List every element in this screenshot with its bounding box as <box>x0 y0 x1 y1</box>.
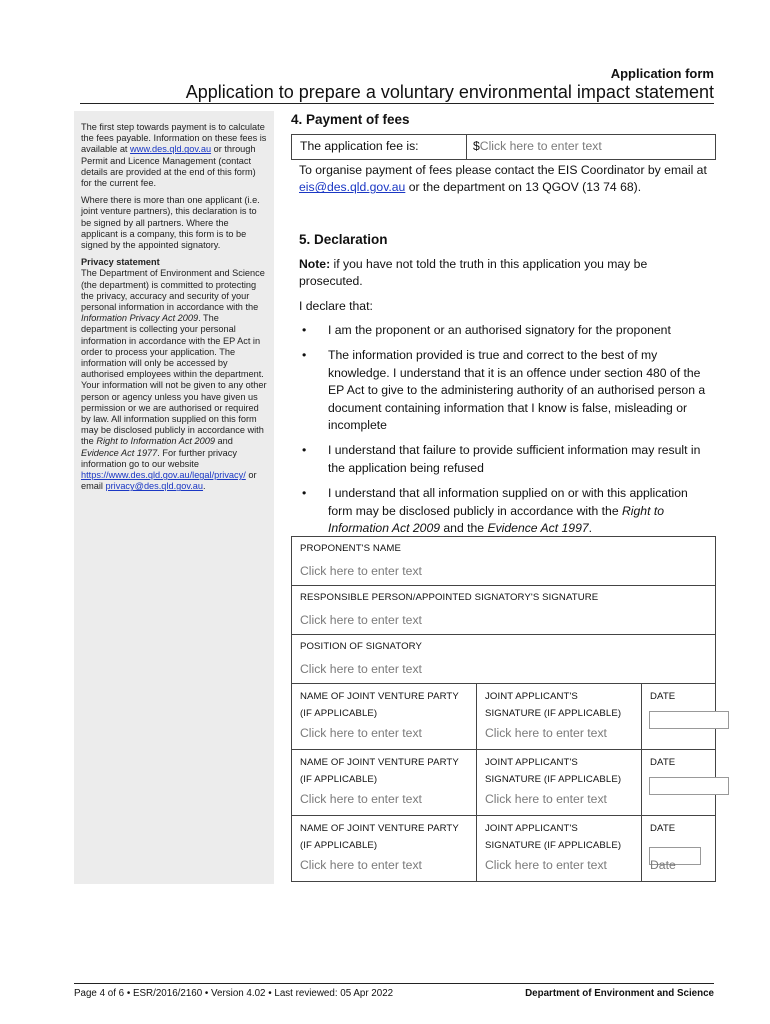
sidebar-applicant-paragraph: Where there is more than one applicant (i.e. joint venture partners), this declaration is to be signed by all partners. Where the applicant is a company, this form is to be signed by the appointed signatory. <box>81 195 260 251</box>
jv-name-input[interactable]: Click here to enter text <box>300 726 422 740</box>
date-label: DATE <box>650 823 676 834</box>
note-label: Note: <box>299 257 331 271</box>
jv-name-label: NAME OF JOINT VENTURE PARTY <box>300 691 459 702</box>
privacy-text-1: The Department of Environment and Science (the department) is committed to protecting the privacy, accuracy and security of your personal information in accordance with the <box>81 268 265 313</box>
date-input[interactable] <box>649 711 729 729</box>
privacy-email-link[interactable]: privacy@des.qld.gov.au <box>105 481 204 492</box>
date-label: DATE <box>650 757 676 768</box>
privacy-and: and <box>214 436 233 447</box>
jv-name-cell <box>292 816 477 881</box>
privacy-act-name: Information Privacy Act 2009 <box>81 313 199 324</box>
joint-venture-row <box>292 750 715 816</box>
payment-text-1: To organise payment of fees please contact the EIS Coordinator by email at <box>299 163 707 177</box>
proponent-name-row <box>292 537 715 586</box>
sidebar-fees-text-2: or through Permit and Licence Management (contact details are provided at the end of this form) for the current fee. <box>81 144 256 189</box>
payment-text-2: or the department on 13 QGOV (13 74 68). <box>405 180 642 195</box>
fee-table <box>291 134 716 160</box>
fee-label: The application fee is: <box>292 135 467 159</box>
date-cell <box>642 816 715 881</box>
form-label: Application form <box>610 66 714 81</box>
date-cell <box>642 750 715 815</box>
jv-name-cell <box>292 750 477 815</box>
rti-act-name: Right to Information Act 2009 <box>96 436 215 447</box>
date-input[interactable] <box>649 777 729 795</box>
eis-email-link[interactable]: eis@des.qld.gov.au <box>299 180 406 195</box>
payment-instructions <box>299 162 709 197</box>
declaration-heading: 5. Declaration <box>299 232 388 247</box>
evidence-act: Evidence Act 1997 <box>487 521 589 536</box>
rti-act: Right to Information Act 2009 <box>328 503 665 536</box>
jv-name-label-2: (IF APPLICABLE) <box>300 708 378 719</box>
declaration-item-2: The information provided is true and correct to the best of my knowledge. I understand that it is an offence under section 480 of the EP Act to give to the administering authority of an authorised person a document containing information that I know is false, misleading or incomplete <box>328 348 706 433</box>
ja-signature-label-2: SIGNATURE (IF APPLICABLE) <box>485 708 622 719</box>
declaration-item-3: I understand that failure to provide sufficient information may result in the application being refused <box>328 443 701 475</box>
privacy-paragraph <box>81 257 267 492</box>
page-title: Application to prepare a voluntary environmental impact statement <box>185 82 714 102</box>
privacy-website-link[interactable]: https://www.des.qld.gov.au/legal/privacy/ <box>81 470 246 481</box>
bullet-icon: • <box>302 323 307 337</box>
evidence-act-name: Evidence Act 1977 <box>81 447 158 458</box>
footer-divider <box>74 983 714 984</box>
proponent-name-input[interactable]: Click here to enter text <box>300 564 422 578</box>
position-label: POSITION OF SIGNATORY <box>300 641 423 652</box>
date-cell <box>642 684 715 749</box>
list-item <box>299 485 714 537</box>
footer-department: Department of Environment and Science <box>525 988 714 999</box>
jv-name-label-2: (IF APPLICABLE) <box>300 840 378 851</box>
ja-signature-cell <box>477 684 642 749</box>
sidebar <box>74 111 274 884</box>
sidebar-fees-text-1: The first step towards payment is to calculate the fees payable. Information on these fees is available at <box>81 122 267 155</box>
footer-page-info: Page 4 of 6 • ESR/2016/2160 • Version 4.02 • Last reviewed: 05 Apr 2022 <box>74 988 394 999</box>
fee-input[interactable]: Click here to enter text <box>479 139 602 153</box>
declaration-note <box>299 256 709 291</box>
jv-name-cell <box>292 684 477 749</box>
ja-signature-input[interactable]: Click here to enter text <box>485 726 607 740</box>
joint-venture-row <box>292 816 715 882</box>
position-row <box>292 635 715 684</box>
declaration-item-4-text: I understand that all information supplied on or with this application form may be disclosed publicly in accordance with the <box>328 486 688 518</box>
ja-signature-label: JOINT APPLICANT'S <box>485 823 578 834</box>
declaration-item-4-and: and the <box>440 521 488 536</box>
ja-signature-input[interactable]: Click here to enter text <box>485 858 607 872</box>
responsible-signature-input[interactable]: Click here to enter text <box>300 613 422 627</box>
currency-symbol: $ <box>473 139 480 153</box>
declaration-item-1: I am the proponent or an authorised signatory for the proponent <box>328 323 671 337</box>
list-item <box>299 442 714 477</box>
proponent-name-label: PROPONENT'S NAME <box>300 543 401 554</box>
jv-name-input[interactable]: Click here to enter text <box>300 792 422 806</box>
responsible-signature-label: RESPONSIBLE PERSON/APPOINTED SIGNATORY'S SIGNATURE <box>300 592 599 603</box>
bullet-icon: • <box>302 348 307 363</box>
des-website-link[interactable]: www.des.qld.gov.au <box>130 144 212 155</box>
jv-name-label: NAME OF JOINT VENTURE PARTY <box>300 757 459 768</box>
jv-name-label-2: (IF APPLICABLE) <box>300 774 378 785</box>
bullet-icon: • <box>302 443 307 458</box>
ja-signature-input[interactable]: Click here to enter text <box>485 792 607 806</box>
ja-signature-label-2: SIGNATURE (IF APPLICABLE) <box>485 840 622 851</box>
date-label: DATE <box>650 691 676 702</box>
declaration-list <box>299 322 714 545</box>
ja-signature-cell <box>477 750 642 815</box>
privacy-text-2: . The department is collecting your personal information in accordance with the EP Act in order to process your application. The information will only be accessed by authorised employees within the department. Your information will not be given to any other person or agency unless you have given us permission or we are authorised or required by law. All information supplied on this form may be disclosed publicly in accordance with the <box>81 313 267 447</box>
position-input[interactable]: Click here to enter text <box>300 662 422 676</box>
payment-heading: 4. Payment of fees <box>291 112 410 127</box>
sidebar-fees-paragraph <box>81 122 267 189</box>
note-text: if you have not told the truth in this application you may be prosecuted. <box>299 257 648 289</box>
privacy-end: . <box>203 481 206 492</box>
date-placeholder[interactable]: Date <box>650 858 676 872</box>
responsible-signature-row <box>292 586 715 635</box>
ja-signature-cell <box>477 816 642 881</box>
declaration-item-4 <box>328 486 688 535</box>
header-divider <box>80 103 714 104</box>
declaration-item-4-end: . <box>588 521 593 536</box>
signature-table <box>291 536 716 882</box>
privacy-title: Privacy statement <box>81 257 160 268</box>
fee-field[interactable] <box>467 135 715 159</box>
list-item <box>299 322 714 339</box>
declare-intro: I declare that: <box>299 299 373 313</box>
privacy-or: or email <box>81 470 257 492</box>
privacy-text-3: . For further privacy information go to our website <box>81 447 237 469</box>
ja-signature-label-2: SIGNATURE (IF APPLICABLE) <box>485 774 622 785</box>
list-item <box>299 347 714 434</box>
jv-name-label: NAME OF JOINT VENTURE PARTY <box>300 823 459 834</box>
joint-venture-row <box>292 684 715 750</box>
bullet-icon: • <box>302 486 307 501</box>
ja-signature-label: JOINT APPLICANT'S <box>485 757 578 768</box>
ja-signature-label: JOINT APPLICANT'S <box>485 691 578 702</box>
jv-name-input[interactable]: Click here to enter text <box>300 858 422 872</box>
